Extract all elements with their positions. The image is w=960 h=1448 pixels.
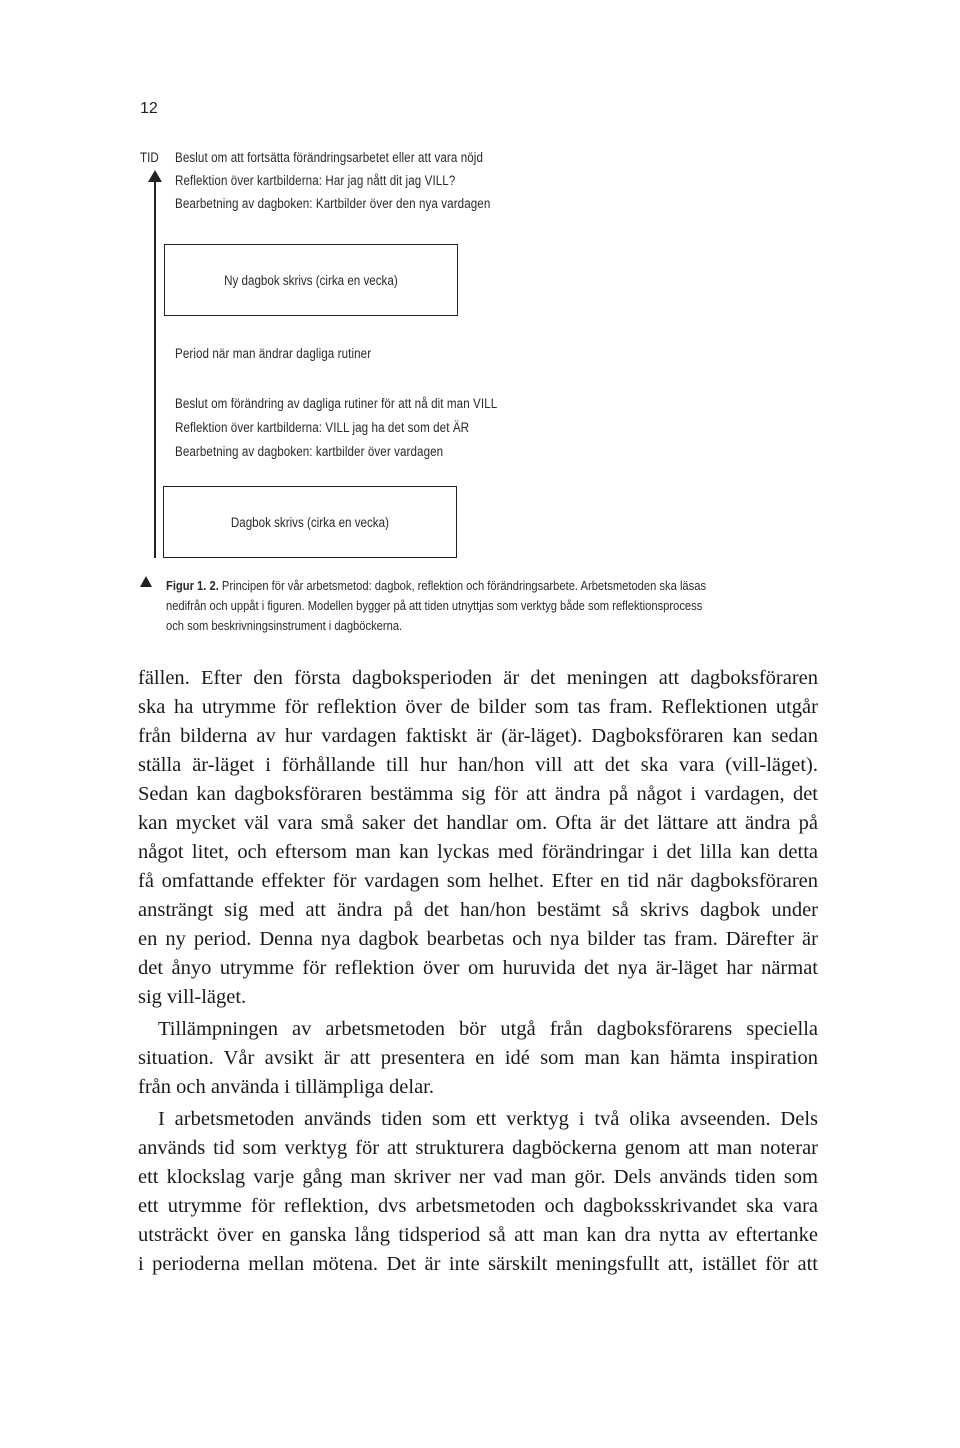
text-line: ska ha utrymme för reflektion över de bilder som tas fram. Reflektionen utgår — [138, 696, 818, 718]
caption-label: Figur 1. 2. — [166, 578, 219, 593]
time-axis-label: TID — [140, 150, 159, 165]
text-line: en ny period. Denna nya dagbok bearbetas och nya bilder tas fram. Därefter är — [138, 928, 818, 950]
text-line: ansträngt sig med att ändra på det han/hon bestämt så skrivs dagbok under — [138, 899, 818, 921]
text-line: i perioderna mellan mötena. Det är inte särskilt meningsfullt att, istället för att — [138, 1253, 818, 1275]
figure-line-processing-current: Bearbetning av dagboken: kartbilder över vardagen — [175, 444, 444, 459]
text-line: det ånyo utrymme för reflektion över om huruvida det nya är-läget har närmat — [138, 957, 818, 979]
text-line: Tillämpningen av arbetsmetoden bör utgå från dagboksförarens speciella — [158, 1018, 818, 1040]
text-line: kan mycket väl vara små saker det handlar om. Ofta är det lättare att ändra på — [138, 812, 818, 834]
figure-line-reflection-goal: Reflektion över kartbilderna: Har jag nått dit jag VILL? — [175, 173, 456, 188]
caption-text: Principen för vår arbetsmetod: dagbok, reflektion och förändringsarbete. Arbetsmetoden ska läsas — [221, 578, 707, 593]
text-line: från bilderna av hur vardagen faktiskt är (är-läget). Dagboksföraren kan sedan — [138, 725, 818, 747]
figure-line-period: Period när man ändrar dagliga rutiner — [175, 346, 372, 361]
text-line: få omfattande effekter för vardagen som helhet. Efter en tid när dagboksföraren — [138, 870, 818, 892]
text-line: fällen. Efter den första dagboksperioden är det meningen att dagboksföraren — [138, 667, 818, 689]
text-line: sig vill-läget. — [138, 986, 247, 1008]
text-line: ett utrymme för reflektion, dvs arbetsmetoden och dagboksskrivandet ska vara — [138, 1195, 818, 1217]
new-diary-box — [164, 244, 458, 316]
text-line: något litet, och eftersom man kan lyckas med förändringar i det lilla kan detta — [138, 841, 818, 863]
figure-caption — [166, 576, 816, 636]
text-line: ställa är-läget i förhållande till hur han/hon vill att det ska vara (vill-läget). — [138, 754, 818, 776]
text-line: I arbetsmetoden används tiden som ett verktyg i två olika avseenden. Dels — [158, 1108, 818, 1130]
text-line: Sedan kan dagboksföraren bestämma sig för att ändra på något i vardagen, det — [138, 783, 818, 805]
caption-line — [166, 576, 725, 596]
figure-line-reflection-current: Reflektion över kartbilderna: VILL jag ha det som det ÄR — [175, 420, 470, 435]
text-line: ett klockslag varje gång man skriver ner vad man gör. Dels används tiden som — [138, 1166, 818, 1188]
figure-line-processing-new: Bearbetning av dagboken: Kartbilder över den nya vardagen — [175, 196, 491, 211]
diary-box — [163, 486, 457, 558]
new-diary-box-label: Ny dagbok skrivs (cirka en vecka) — [224, 272, 398, 288]
paragraph-2 — [138, 1015, 818, 1102]
time-axis-line — [154, 182, 156, 558]
diary-box-label: Dagbok skrivs (cirka en vecka) — [230, 514, 390, 530]
caption-line: nedifrån och uppåt i figuren. Modellen bygger på att tiden utnyttjas som verktyg både som reflektionsprocess — [166, 598, 703, 613]
text-line: situation. Vår avsikt är att presentera en idé som man kan hämta inspiration — [138, 1047, 818, 1069]
text-line: utsträckt över en ganska lång tidsperiod så att man kan dra nytta av eftertanke — [138, 1224, 818, 1246]
figure-line-decision-continue: Beslut om att fortsätta förändringsarbetet eller att vara nöjd — [175, 150, 484, 165]
caption-arrow-icon — [140, 576, 152, 587]
text-line: används tid som verktyg för att strukturera dagböckerna genom att man noterar — [138, 1137, 818, 1159]
time-arrow-icon — [148, 170, 162, 182]
paragraph-1 — [138, 664, 818, 1012]
page-number: 12 — [140, 100, 158, 117]
caption-line: och som beskrivningsinstrument i dagböckerna. — [166, 618, 403, 633]
figure-line-decision-change: Beslut om förändring av dagliga rutiner för att nå dit man VILL — [175, 396, 498, 411]
text-line: från och använda i tillämpliga delar. — [138, 1076, 434, 1098]
body-text — [138, 664, 818, 1282]
paragraph-3 — [138, 1105, 818, 1279]
